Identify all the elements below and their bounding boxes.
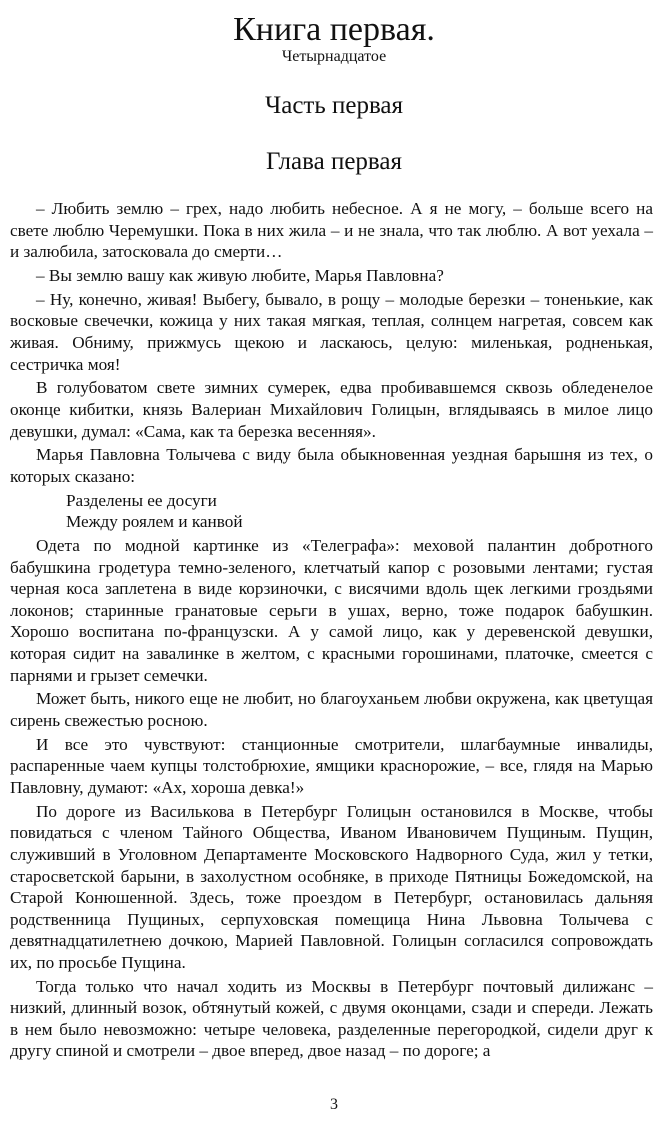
chapter-title: Глава первая — [265, 148, 402, 175]
verse-line: Между роялем и канвой — [66, 512, 243, 532]
paragraph: По дороге из Василькова в Петербург Голицын остановился в Москве, чтобы повидаться с членом Тайного Общества, Иваном Ивановичем Пущиным. Пущин, служивший в Уголовном Департаменте Московского Надворного Суда, жил у тетки, старосветской барыни, в захолустном особняке, в приходе Пятницы Божедомской, на Старой Конюшенной. Здесь, тоже проездом в Петербург, остановилась дальняя родственница Пущиных, серпуховская помещица Нина Львовна Толычева с девятнадцатилетнею дочкою, Марией Павловной. Голицын согласился сопровождать их, по просьбе Пущина. — [10, 801, 653, 972]
part-title: Часть первая — [264, 92, 404, 119]
paragraph: – Любить землю – грех, надо любить небесное. А я не могу, – больше всего на свете люблю Черемушки. Пока в них жила – и не знала, что так люблю. А вот уехала – и залюбила, затосковала до смерти… — [10, 199, 653, 262]
paragraph: И все это чувствуют: станционные смотрители, шлагбаумные инвалиды, распаренные чаем купцы толстобрюхие, ямщики краснорожие, – все, глядя на Марью Павловну, думают: «Ах, хороша девка!» — [10, 734, 653, 797]
chapter-body — [10, 198, 653, 1064]
paragraph: Тогда только что начал ходить из Москвы в Петербург почтовый дилижанс – низкий, длинный возок, обтянутый кожей, с двумя оконцами, сзади и спереди. Лежать в нем было невозможно: четыре человека, разделенные перегородкой, сидели друг к другу спиной и смотрели – двое вперед, двое назад – по дороге; а — [10, 976, 653, 1061]
paragraph: Может быть, никого еще не любит, но благоуханьем любви окружена, как цветущая сирень свежестью росною. — [10, 689, 653, 730]
paragraph: – Вы землю вашу как живую любите, Марья Павловна? — [36, 265, 444, 285]
page-number: 3 — [330, 1096, 338, 1113]
book-subtitle: Четырнадцатое — [281, 48, 387, 65]
verse-line: Разделены ее досуги — [66, 490, 217, 510]
paragraph: – Ну, конечно, живая! Выбегу, бывало, в рощу – молодые березки – тоненькие, как восковые свечечки, кожица у них такая мягкая, теплая, солнцем нагретая, совсем как живая. Обниму, прижмусь щекою и ласкаюсь, целую: миленькая, родненькая, сестричка моя! — [10, 289, 653, 374]
book-title: Книга первая. — [233, 11, 435, 48]
paragraph: В голубоватом свете зимних сумерек, едва пробивавшемся сквозь обледенелое оконце кибитки, князь Валериан Михайлович Голицын, вглядываясь в милое лицо девушки, думал: «Сама, как та березка весенняя». — [10, 378, 653, 441]
paragraph: Марья Павловна Толычева с виду была обыкновенная уездная барышня из тех, о которых сказано: — [10, 445, 653, 486]
paragraph: Одета по модной картинке из «Телеграфа»: меховой палантин добротного бабушкина гродетура темно-зеленого, клетчатый капор с розовыми лентами; густая черная коса заплетена в виде корзиночки, с висячими вдоль щек легкими гроздьями локонов; старинные гранатовые серьги в ушах, верно, тоже подарок бабушкин. Хорошо воспитана по-французски. А у самой лицо, как у деревенской девушки, которая сидит на завалинке в желтом, с красными горошинами, платочке, смеется с парнями и грызет семечки. — [10, 536, 653, 685]
